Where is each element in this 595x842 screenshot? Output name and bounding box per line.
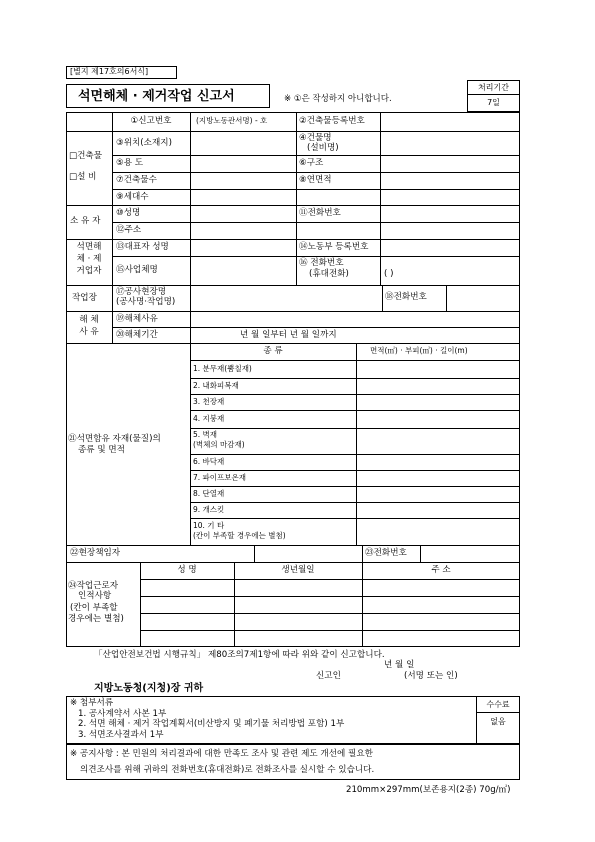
building-checkbox-label[interactable]: □건축물 [69,151,103,161]
notice-line1: ※ 공지사항 : 본 민원의 처리결과에 대한 만족도 조사 및 관련 제도 개선에 필요한 [70,749,373,759]
signature-label: (서명 또는 인) [404,671,458,681]
labor-office-prefix: (지방노동관서명) - 호 [196,116,268,125]
attachment-item: 1. 공사계약서 사본 1부 [78,709,167,719]
page-title: 석면해체 · 제거작업 신고서 [78,89,235,104]
workers-label-line1: ㉔작업근로자 [68,581,119,591]
contractor-group-line3: 거업자 [76,266,102,276]
applicant-label: 신고인 [316,671,341,681]
floors-label: ⑦건축물수 [116,175,157,185]
material-item: 1. 분무재(뿜칠재) [193,364,252,373]
labor-reg-no-label: ⑭노동부 등록번호 [299,242,369,252]
material-item: 8. 단열재 [193,489,225,498]
attachment-item: 2. 석면 해체 · 제거 작업계획서(비산방지 및 폐기물 처리방법 포함) 1부 [78,719,345,729]
location-label: ③위치(소재지) [116,138,172,148]
households-label: ⑨세대수 [116,192,149,202]
paper-spec: 210mm×297mm(보존용지(2종) 70g/㎡) [346,785,511,795]
fee-value: 없음 [490,717,506,726]
material-kind-header: 종 류 [263,346,283,356]
material-item: 3. 천장재 [193,397,225,406]
site-name-label: ⑰공사현장명 [116,287,167,297]
worker-address-header: 주 소 [431,565,451,575]
demolition-group-line1: 해 체 [79,315,99,325]
contractor-phone-sub: (휴대전화) [309,269,349,279]
site-phone-label: ⑱전화번호 [385,292,427,302]
material-item: 4. 지붕재 [193,414,225,423]
processing-value: 7일 [487,98,500,107]
phone-parens: ( ) [384,269,394,279]
company-name-label: ⑮사업체명 [116,265,158,275]
demolition-period-text: 년 월 일부터 년 월 일까지 [240,330,337,340]
fill-note: ※ ①은 작성하지 아니합니다. [284,94,392,104]
material-item-sub: (칸이 부족할 경우에는 별첨) [193,531,286,540]
site-manager-label: ㉒현장책임자 [70,548,121,558]
facility-checkbox-label[interactable]: □설 비 [69,172,97,182]
owner-group-label: 소 유 자 [70,216,101,226]
owner-name-label: ⑩성명 [116,208,141,218]
report-no-label: ①신고번호 [130,116,172,126]
attachments-title: ※ 첨부서류 [70,698,114,708]
declaration-text: 「산업안전보건법 시행규칙」 제80조의7제1항에 따라 위와 같이 신고합니다. [94,650,385,660]
contractor-phone-label: ⑯ 전화번호 [299,258,344,268]
addressee: 지방노동청(지청)장 귀하 [94,683,204,694]
processing-label: 처리기간 [478,83,509,92]
area-label: ⑧연면적 [299,175,332,185]
usage-label: ⑤용 도 [116,158,144,168]
material-item-sub: (벽체의 마감재) [193,440,245,449]
structure-label: ⑥구조 [299,158,324,168]
workers-label-line2: 인적사항 [78,591,112,601]
worker-birth-header: 생년월일 [281,565,315,575]
worker-name-header: 성 명 [177,565,197,575]
worksite-group-label: 작업장 [72,293,97,303]
demolition-reason-label: ⑲해체사유 [116,314,158,324]
material-item: 10. 기 타 [193,521,225,530]
notice-line2: 의견조사를 위해 귀하의 전화번호(휴대전화)로 전화조사를 실시할 수 있습니다. [80,765,375,775]
form-ref: [별지 제17호의6서식] [70,67,149,76]
building-reg-no-label: ②건축물등록번호 [299,116,365,126]
material-item: 2. 내화피복재 [193,381,239,390]
workers-label-line3: (칸이 부족할 [70,603,118,613]
report-no-field[interactable] [381,113,519,130]
demolition-period-label: ⑳해체기간 [116,330,158,340]
workers-label-line4: 경우에는 별첨) [68,614,124,624]
owner-address-label: ⑫주소 [116,225,142,235]
building-name-label: ④건물명 [299,133,332,143]
material-item: 5. 벽재 [193,430,218,439]
contractor-group-line2: 체 · 제 [76,254,102,264]
contractor-group-line1: 석면해 [76,242,102,252]
materials-label-line2: 종류 및 면적 [78,445,125,455]
site-name-sub: (공사명·작업명) [116,297,176,307]
site-manager-phone-label: ㉓전화번호 [365,548,407,558]
owner-phone-label: ⑪전화번호 [299,208,341,218]
fee-label: 수수료 [486,700,510,709]
material-item: 7. 파이프보온재 [193,473,247,482]
material-item: 6. 바닥재 [193,457,225,466]
material-size-header: 면적(㎡) · 부피(㎥) · 길이(m) [370,346,468,355]
material-item: 9. 개스킷 [193,505,225,514]
building-name-sub: (설비명) [307,143,339,153]
demolition-group-line2: 사 유 [79,327,99,337]
materials-label-line1: ㉑석면함유 자재(물질)의 [68,434,161,444]
declaration-date: 년 월 일 [384,660,415,670]
rep-name-label: ⑬대표자 성명 [116,242,169,252]
attachment-item: 3. 석면조사결과서 1부 [78,730,164,740]
